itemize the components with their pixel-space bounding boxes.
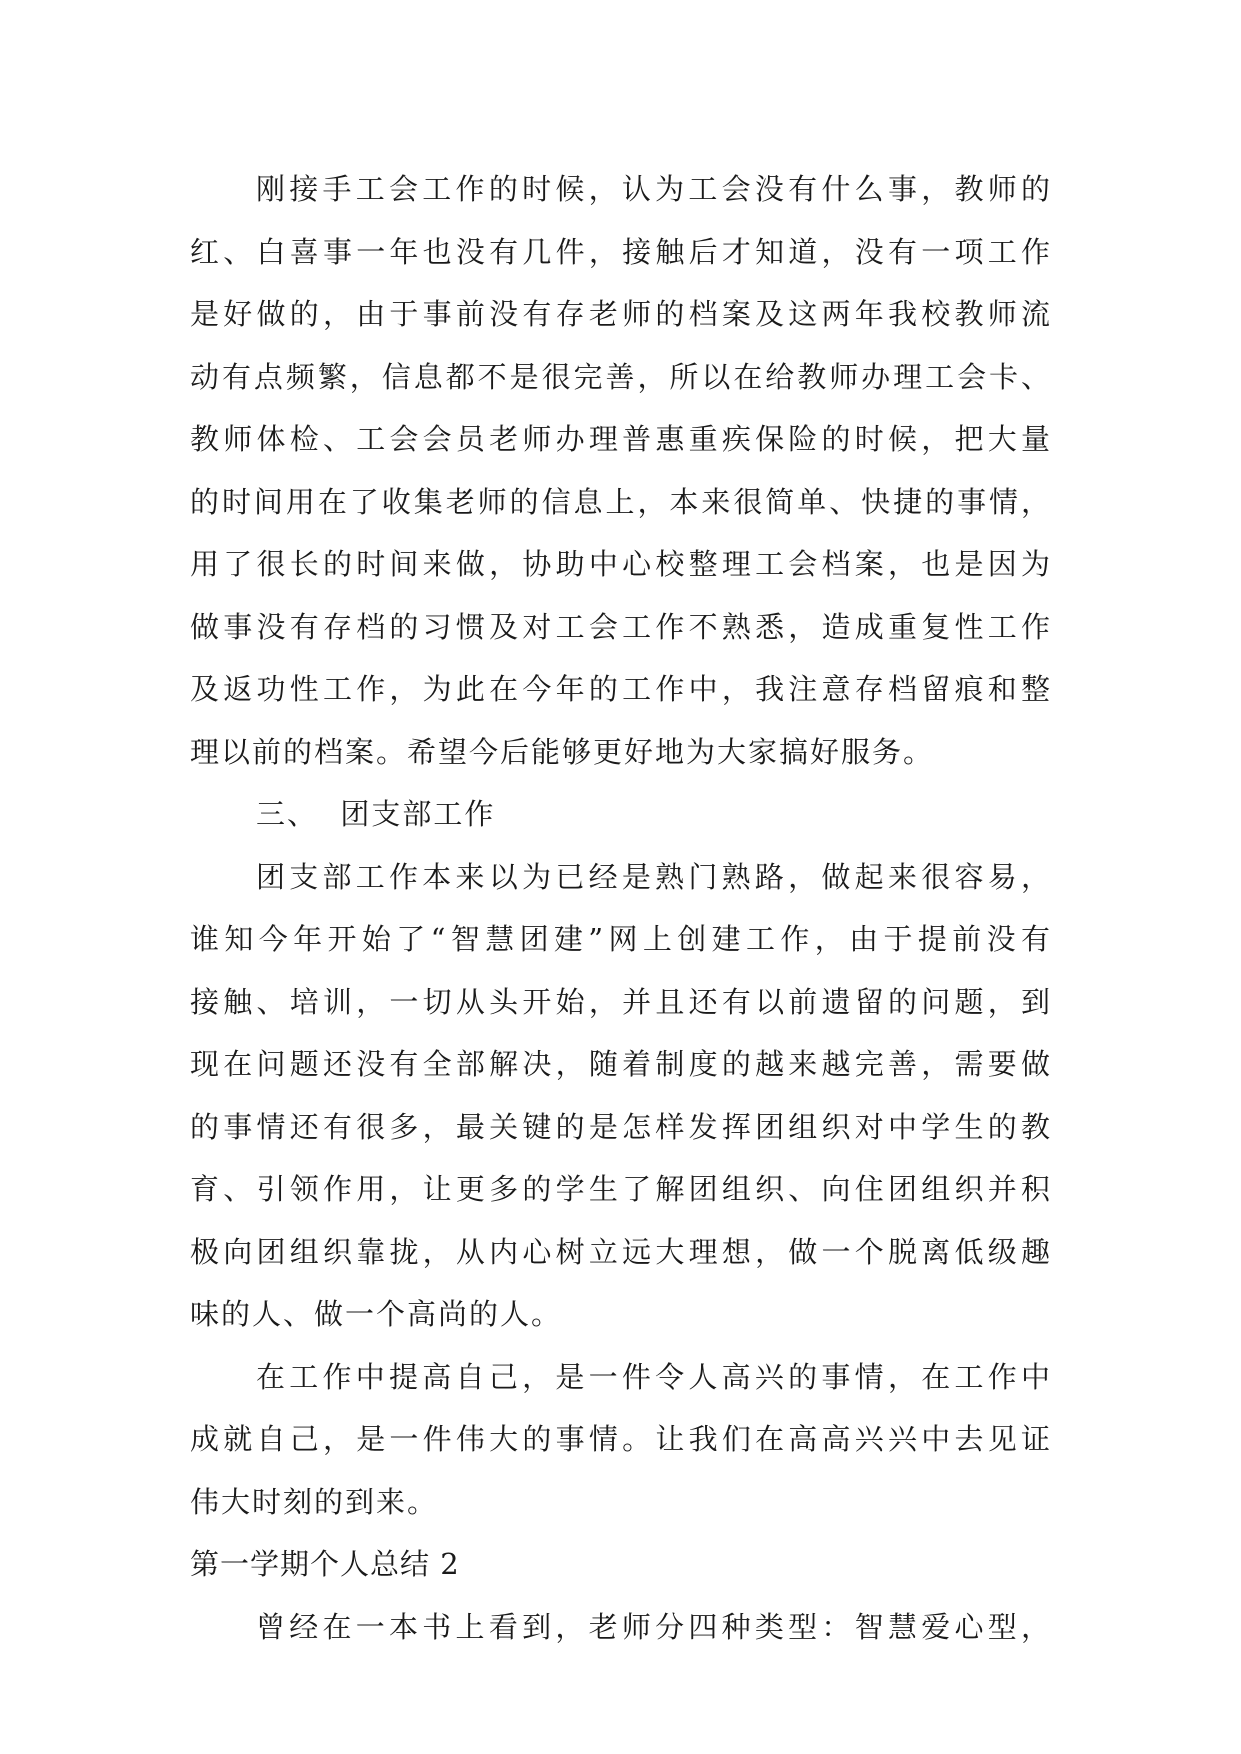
paragraph-line: 理以前的档案。希望今后能够更好地为大家搞好服务。 [190, 734, 935, 769]
paragraph-line: 红、白喜事一年也没有几件，接触后才知道，没有一项工作 [190, 234, 1052, 269]
paragraph-line: 伟大时刻的到来。 [190, 1484, 439, 1519]
paragraph-line: 接触、培训，一切从头开始，并且还有以前遗留的问题，到 [190, 984, 1052, 1019]
paragraph-line: 刚接手工会工作的时候，认为工会没有什么事，教师的 [256, 172, 1052, 206]
paragraph-line: 动有点频繁，信息都不是很完善，所以在给教师办理工会卡、 [190, 359, 1052, 394]
paragraph-line: 谁知今年开始了“智慧团建”网上创建工作，由于提前没有 [190, 922, 1052, 956]
document-title: 第一学期个人总结 2 [190, 1547, 460, 1581]
paragraph-line: 做事没有存档的习惯及对工会工作不熟悉，造成重复性工作 [190, 609, 1052, 644]
paragraph-line: 极向团组织靠拢，从内心树立远大理想，做一个脱离低级趣 [190, 1234, 1052, 1269]
paragraph-line: 味的人、做一个高尚的人。 [190, 1297, 563, 1331]
paragraph-line: 育、引领作用，让更多的学生了解团组织、向住团组织并积 [190, 1172, 1052, 1206]
paragraph-line: 在工作中提高自己，是一件令人高兴的事情，在工作中 [256, 1359, 1052, 1394]
paragraph-line: 教师体检、工会会员老师办理普惠重疾保险的时候，把大量 [190, 422, 1052, 456]
section-heading: 三、 团支部工作 [256, 797, 496, 831]
paragraph-line: 的事情还有很多，最关键的是怎样发挥团组织对中学生的教 [190, 1109, 1052, 1144]
paragraph-line: 团支部工作本来以为已经是熟门熟路，做起来很容易， [256, 859, 1052, 894]
document-body [190, 158, 1052, 1658]
paragraph-line: 及返功性工作，为此在今年的工作中，我注意存档留痕和整 [190, 672, 1052, 706]
paragraph-line: 是好做的，由于事前没有存老师的档案及这两年我校教师流 [190, 297, 1052, 331]
paragraph-line: 成就自己，是一件伟大的事情。让我们在高高兴兴中去见证 [190, 1422, 1052, 1456]
paragraph-line: 现在问题还没有全部解决，随着制度的越来越完善，需要做 [190, 1047, 1052, 1081]
paragraph-line: 曾经在一本书上看到，老师分四种类型：智慧爱心型， [256, 1609, 1052, 1644]
paragraph-line: 的时间用在了收集老师的信息上，本来很简单、快捷的事情， [190, 484, 1052, 519]
paragraph-line: 用了很长的时间来做，协助中心校整理工会档案，也是因为 [190, 547, 1052, 581]
